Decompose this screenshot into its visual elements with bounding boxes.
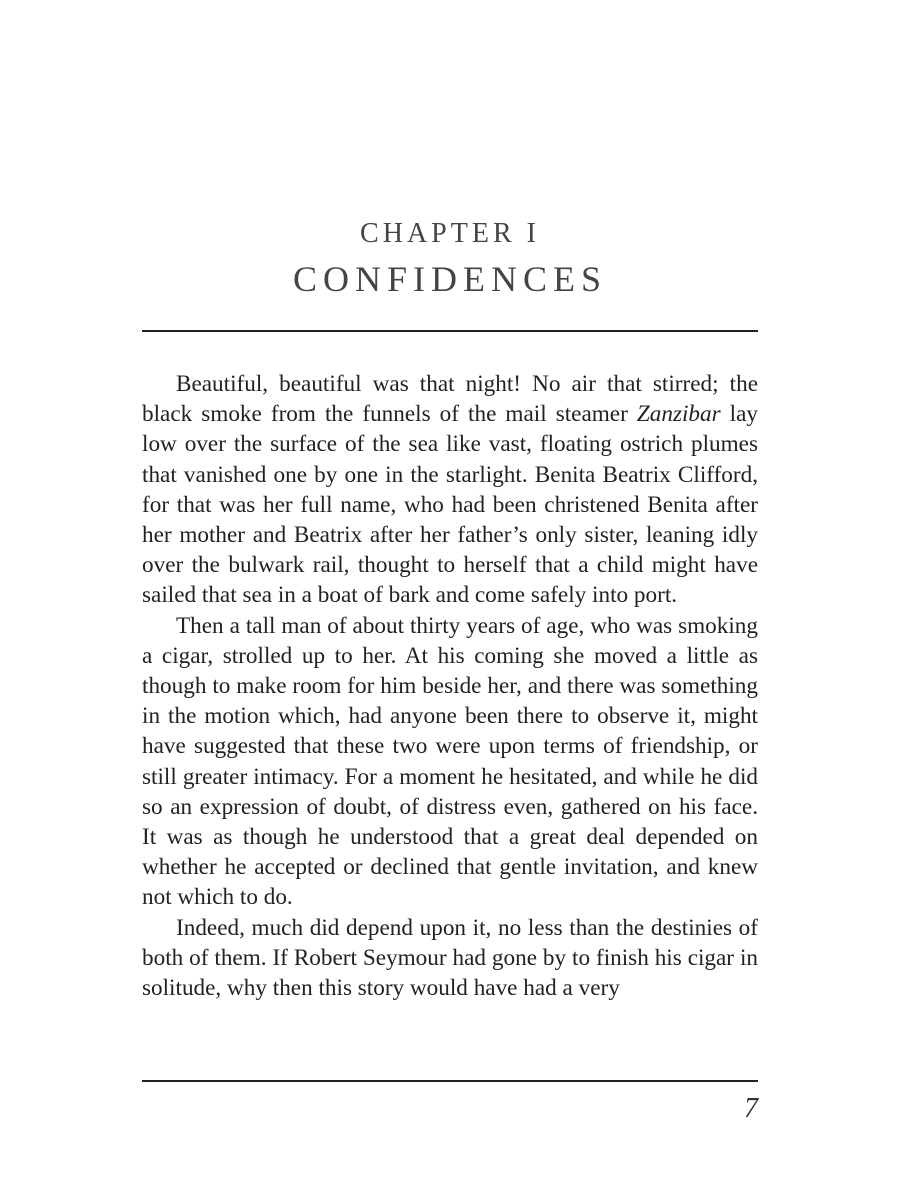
chapter-title: CONFIDENCES bbox=[292, 259, 608, 299]
body-text bbox=[142, 369, 758, 1003]
paragraph-2: Then a tall man of about thirty years of age, who was smoking a cigar, strolled up to her. At his coming she moved a little as though to make room for him beside her, and there was something in the motion which, had anyone been there to observe it, might have suggested that these two were upon terms of friendship, or still greater intimacy. For a moment he hesitated, and while he did so an expression of doubt, of distress even, gathered on his face. It was as though he understood that a great deal depended on whether he accepted or declined that gentle invitation, and knew not which to do. bbox=[142, 612, 758, 911]
chapter-label: CHAPTER I bbox=[360, 218, 540, 249]
paragraph-1 bbox=[142, 369, 758, 611]
paragraph-1-before: Beautiful, beautiful was that night! No air that stirred; the black smoke from the funnels of the mail steamer bbox=[142, 371, 758, 428]
top-rule bbox=[142, 330, 758, 332]
ship-name: Zanzibar bbox=[636, 401, 721, 428]
page-number: 7 bbox=[744, 1093, 758, 1124]
paragraph-1-after: lay low over the surface of the sea like vast, floating ostrich plumes that vanished one by one in the starlight. Benita Beatrix Clifford, for that was her full name, who had been christened Benita after her mother and Beatrix after her father’s only sister, leaning idly over the bulwark rail, thought to herself that a child might have sailed that sea in a boat of bark and come safely into port. bbox=[142, 401, 759, 609]
paragraph-3: Indeed, much did depend upon it, no less than the destinies of both of them. If Robert Seymour had gone by to finish his cigar in solitude, why then this story would have had a very bbox=[142, 914, 758, 1002]
bottom-rule bbox=[142, 1080, 758, 1082]
